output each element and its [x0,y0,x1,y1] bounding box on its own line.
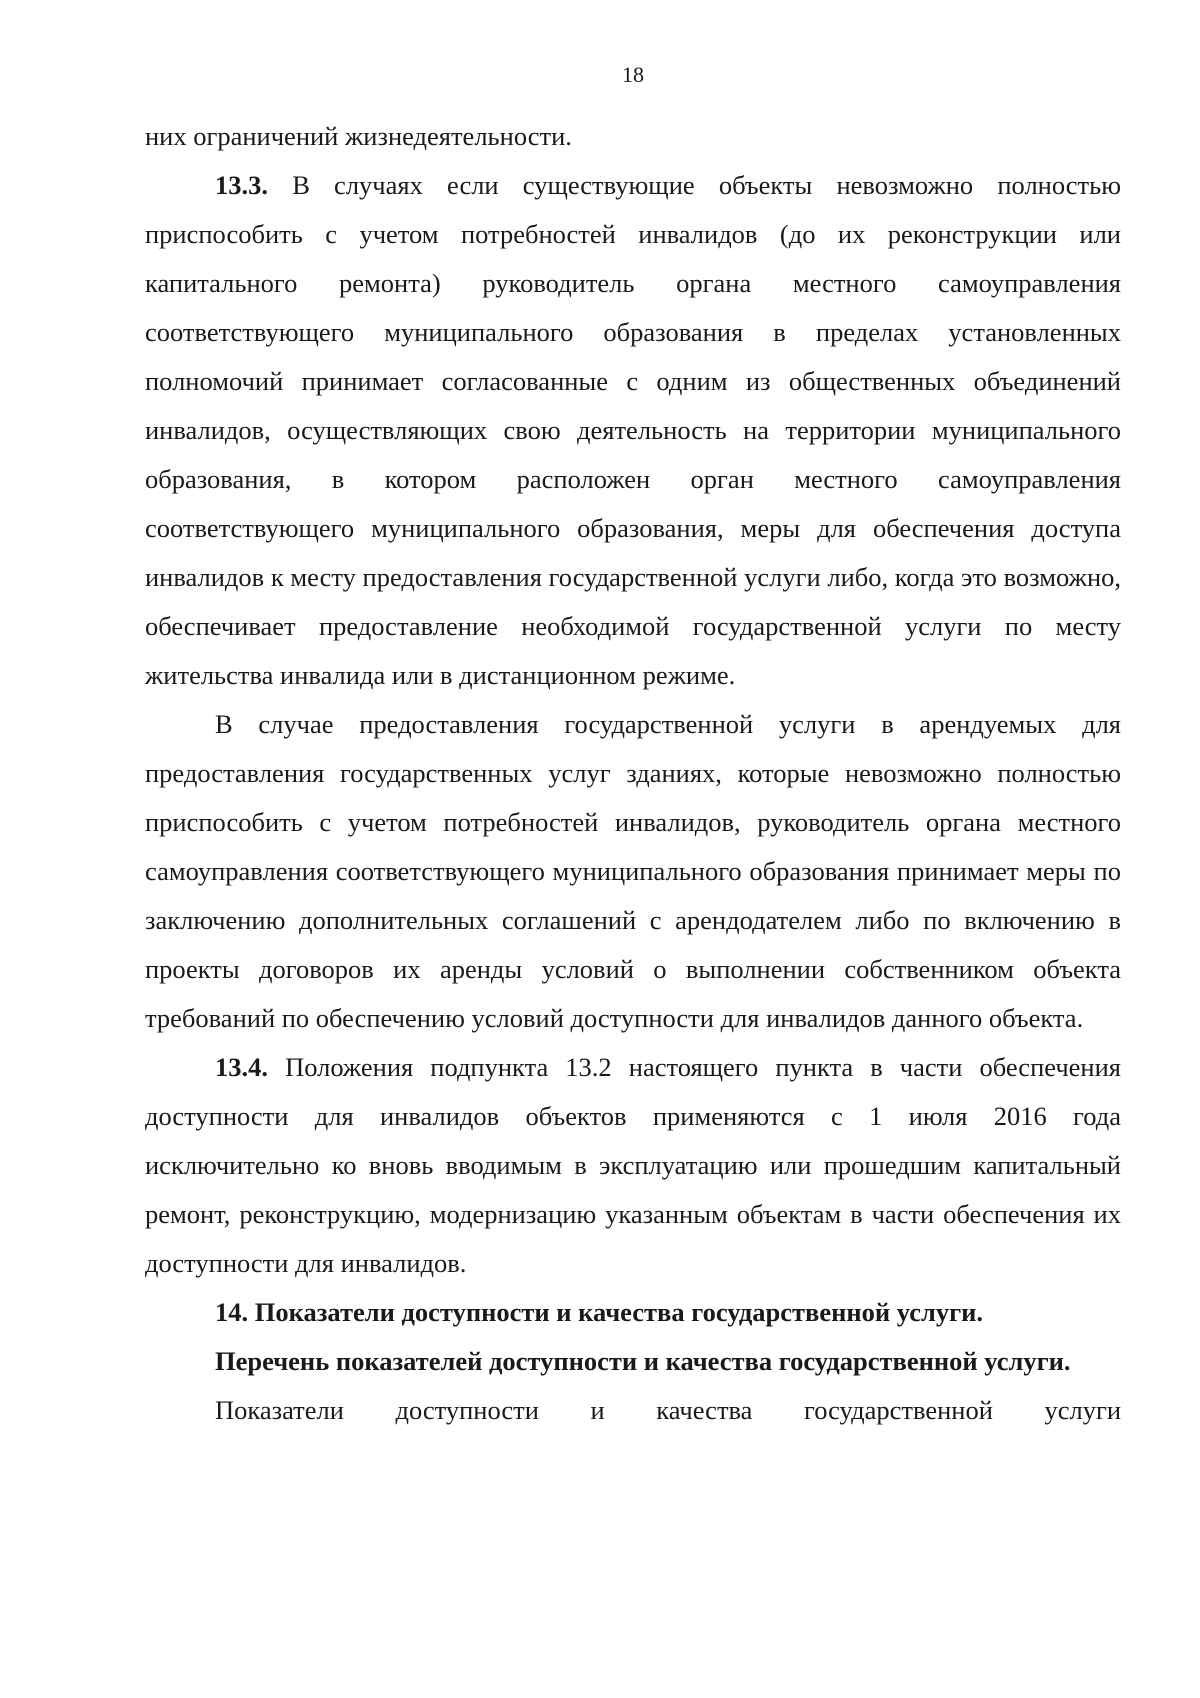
clause-number-13-4: 13.4. [215,1052,268,1082]
clause-number-13-3: 13.3. [215,170,268,200]
page-number: 18 [622,62,644,87]
section-heading-14: 14. Показатели доступности и качества государственной услуги. [215,1297,984,1327]
clause-text-13-4: Положения подпункта 13.2 настоящего пункта в части обеспечения доступности для инвалидов объектов применяются с 1 июля 2016 года исключительно ко вновь вводимым в эксплуатацию или прошедшим капитальный ремонт, реконструкцию, модернизацию указанным объектам в части обеспечения их доступности для инвалидов. [145,1052,1121,1278]
clause-text-13-3: В случаях если существующие объекты невозможно полностью приспособить с учетом потребностей инвалидов (до их реконструкции или капитального ремонта) руководитель органа местного самоуправления соответствующего муниципального образования в пределах установленных полномочий принимает согласованные с одним из общественных объединений инвалидов, осуществляющих свою деятельность на территории муниципального образования, в котором расположен орган местного самоуправления соответствующего муниципального образования, меры для обеспечения доступа инвалидов к месту предоставления государственной услуги либо, когда это возможно, обеспечивает предоставление необходимой государственной услуги по месту жительства инвалида или в дистанционном режиме. [145,170,1121,690]
subsection-heading-indicators: Перечень показателей доступности и качества государственной услуги. [215,1346,1071,1376]
paragraph-13-4 [145,1043,1121,1288]
document-body [145,112,1121,1435]
paragraph-indicators: Показатели доступности и качества государственной услуги [215,1395,1121,1425]
paragraph-rented-buildings: В случае предоставления государственной услуги в арендуемых для предоставления государственных услуг зданиях, которые невозможно полностью приспособить с учетом потребностей инвалидов, руководитель органа местного самоуправления соответствующего муниципального образования принимает меры по заключению дополнительных соглашений с арендодателем либо по включению в проекты договоров их аренды условий о выполнении собственником объекта требований по обеспечению условий доступности для инвалидов данного объекта. [145,709,1121,1033]
paragraph-13-3 [145,161,1121,700]
paragraph-continuation: них ограничений жизнедеятельности. [145,121,572,151]
